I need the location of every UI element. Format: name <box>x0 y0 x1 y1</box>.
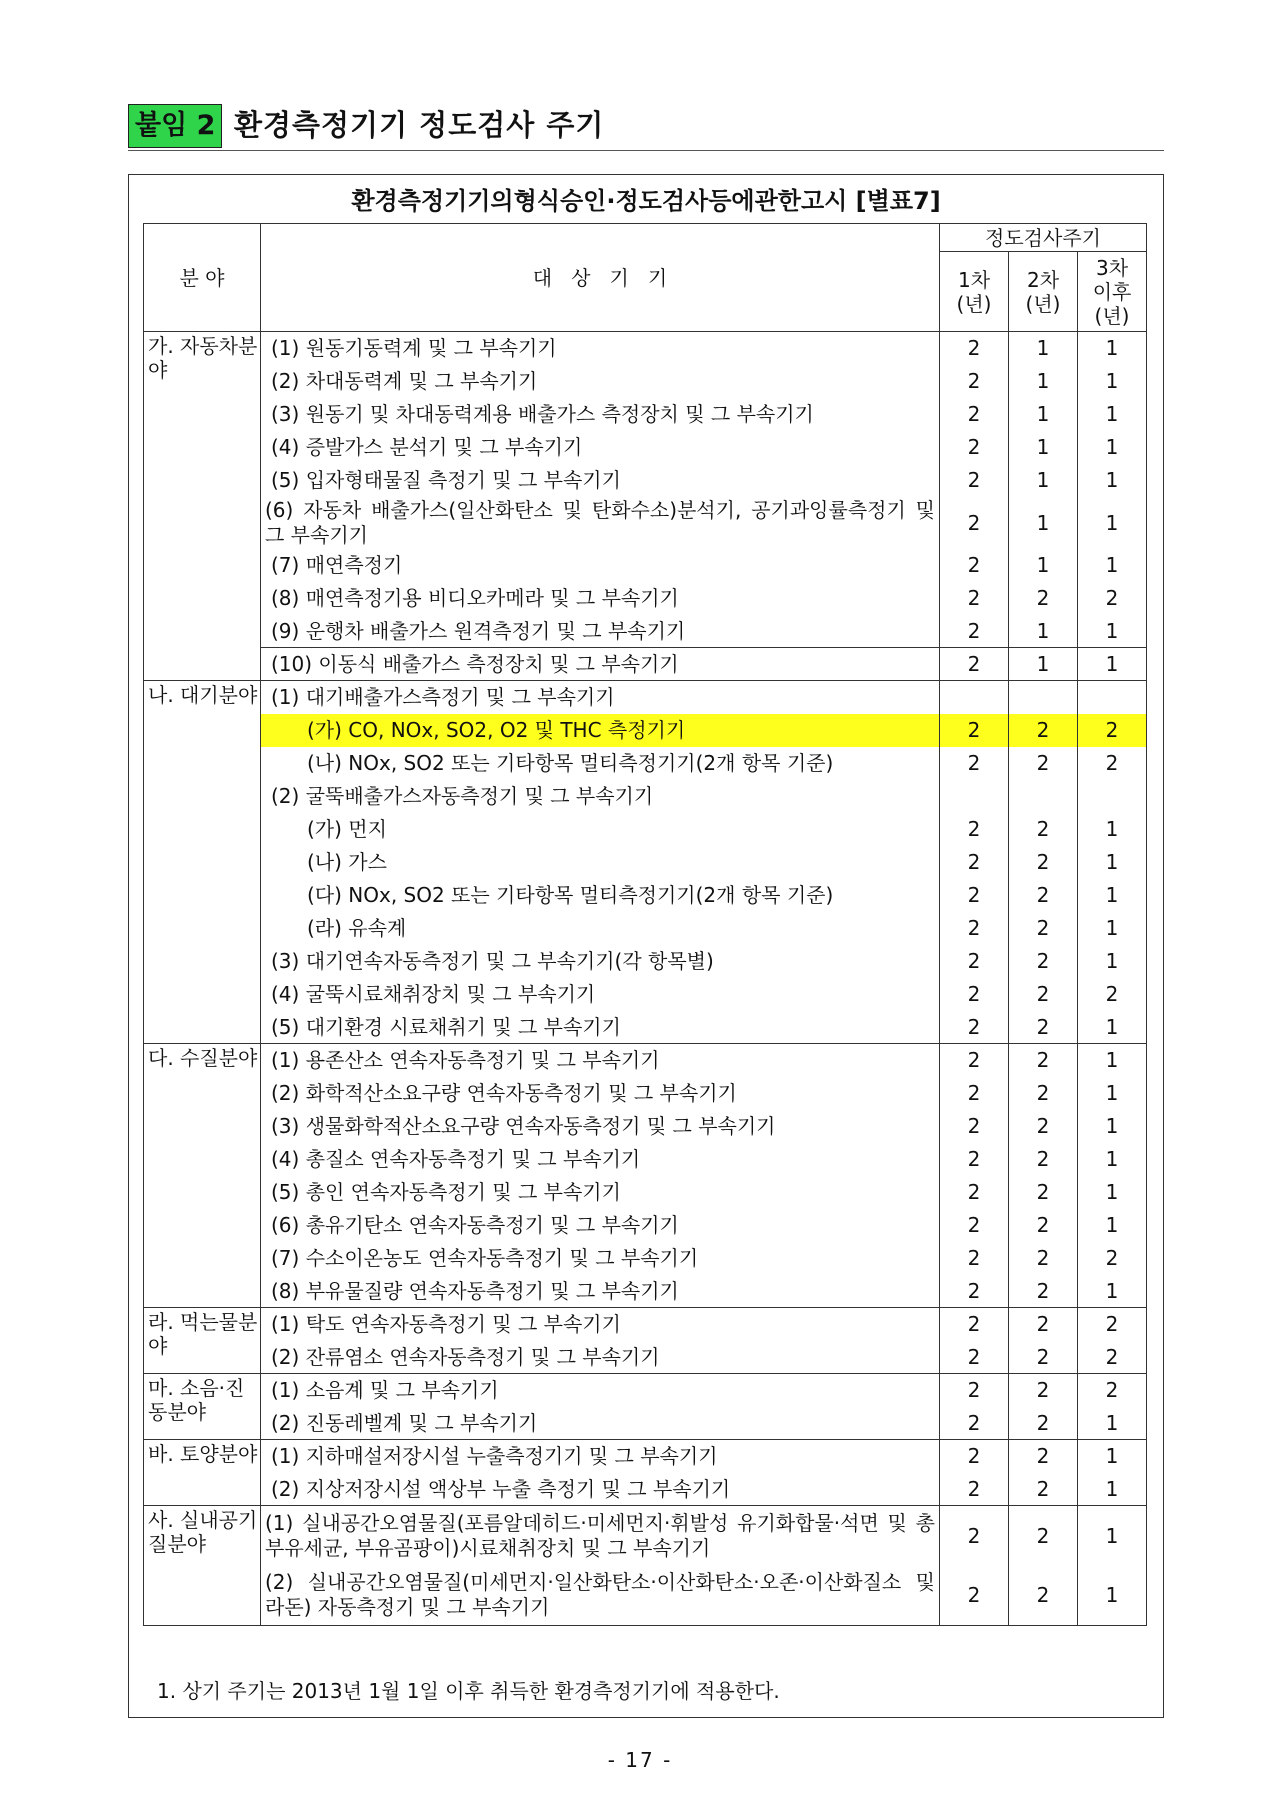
cycle-value-3: 1 <box>1078 1011 1147 1044</box>
cycle-value-2: 2 <box>1009 813 1078 846</box>
header-row-1 <box>144 224 1147 252</box>
footnote: 1. 상기 주기는 2013년 1월 1일 이후 취득한 환경측정기기에 적용한다. <box>157 1679 780 1703</box>
device-item: (가) 먼지 <box>261 813 940 846</box>
cycle-value-2: 2 <box>1009 1440 1078 1473</box>
cycle-value-3: 2 <box>1078 1308 1147 1341</box>
device-item: (5) 총인 연속자동측정기 및 그 부속기기 <box>261 1176 940 1209</box>
cycle-value-3: 2 <box>1078 747 1147 780</box>
cycle-value-1 <box>940 780 1009 813</box>
table-row <box>144 1044 1147 1077</box>
table-row <box>144 1566 1147 1626</box>
cycle-value-1: 2 <box>940 714 1009 747</box>
device-item: (1) 실내공간오염물질(포름알데히드·미세먼지·휘발성 유기화합물·석면 및 총부유세균, 부유곰팡이)시료채취장치 및 그 부속기기 <box>261 1506 940 1566</box>
table-row <box>144 365 1147 398</box>
page-number: - 17 - <box>607 1748 673 1772</box>
cycle-value-1: 2 <box>940 1566 1009 1626</box>
cycle-value-2: 1 <box>1009 497 1078 549</box>
header-field: 분 야 <box>144 224 261 332</box>
cycle-value-1: 2 <box>940 549 1009 582</box>
header-target <box>261 224 940 332</box>
cycle-value-2: 2 <box>1009 1209 1078 1242</box>
cycle-value-1: 2 <box>940 1374 1009 1407</box>
cycle-value-3: 1 <box>1078 1176 1147 1209</box>
cycle-value-2: 2 <box>1009 1077 1078 1110</box>
table-row <box>144 1011 1147 1044</box>
table-row <box>144 332 1147 365</box>
field-cell: 마. 소음·진동분야 <box>144 1374 261 1440</box>
device-item: (나) 가스 <box>261 846 940 879</box>
cycle-value-3: 1 <box>1078 365 1147 398</box>
field-cell: 나. 대기분야 <box>144 681 261 1044</box>
cycle-value-1: 2 <box>940 912 1009 945</box>
cycle-value-3: 1 <box>1078 1566 1147 1626</box>
device-item: (10) 이동식 배출가스 측정장치 및 그 부속기기 <box>261 648 940 681</box>
device-item: (1) 용존산소 연속자동측정기 및 그 부속기기 <box>261 1044 940 1077</box>
cycle-value-3 <box>1078 780 1147 813</box>
device-item: (1) 대기배출가스측정기 및 그 부속기기 <box>261 681 940 714</box>
device-item: (라) 유속계 <box>261 912 940 945</box>
cycle-value-3: 2 <box>1078 978 1147 1011</box>
cycle-value-3: 1 <box>1078 431 1147 464</box>
cycle-value-1: 2 <box>940 846 1009 879</box>
cycle-value-3: 2 <box>1078 1341 1147 1374</box>
table-row <box>144 1440 1147 1473</box>
cycle-value-3: 2 <box>1078 582 1147 615</box>
cycle-value-2: 2 <box>1009 1044 1078 1077</box>
device-item: (5) 대기환경 시료채취기 및 그 부속기기 <box>261 1011 940 1044</box>
header-cycle: 정도검사주기 <box>940 224 1147 252</box>
cycle-value-3: 1 <box>1078 615 1147 648</box>
device-item: (9) 운행차 배출가스 원격측정기 및 그 부속기기 <box>261 615 940 648</box>
cycle-value-3: 1 <box>1078 879 1147 912</box>
table-row <box>144 398 1147 431</box>
cycle-value-1: 2 <box>940 813 1009 846</box>
device-item: (6) 총유기탄소 연속자동측정기 및 그 부속기기 <box>261 1209 940 1242</box>
cycle-value-1: 2 <box>940 332 1009 365</box>
field-cell: 사. 실내공기질분야 <box>144 1506 261 1626</box>
device-item: (2) 굴뚝배출가스자동측정기 및 그 부속기기 <box>261 780 940 813</box>
cycle-value-3: 1 <box>1078 549 1147 582</box>
cycle-value-3: 2 <box>1078 1374 1147 1407</box>
table-row <box>144 431 1147 464</box>
device-item: (나) NOx, SO2 또는 기타항목 멀티측정기기(2개 항목 기준) <box>261 747 940 780</box>
device-item: (2) 진동레벨계 및 그 부속기기 <box>261 1407 940 1440</box>
table-row <box>144 1407 1147 1440</box>
section-heading <box>128 100 1164 151</box>
cycle-value-3: 1 <box>1078 464 1147 497</box>
table-row <box>144 879 1147 912</box>
device-item: (8) 부유물질량 연속자동측정기 및 그 부속기기 <box>261 1275 940 1308</box>
table-row <box>144 648 1147 681</box>
cycle-value-1: 2 <box>940 1407 1009 1440</box>
table-row <box>144 1110 1147 1143</box>
table-row <box>144 1077 1147 1110</box>
device-item: (가) CO, NOx, SO2, O2 및 THC 측정기기 <box>261 714 940 747</box>
cycle-value-2: 2 <box>1009 1011 1078 1044</box>
cycle-value-3: 1 <box>1078 332 1147 365</box>
cycle-value-2: 2 <box>1009 945 1078 978</box>
device-item: (3) 대기연속자동측정기 및 그 부속기기(각 항목별) <box>261 945 940 978</box>
cycle-value-2: 2 <box>1009 1473 1078 1506</box>
table-row <box>144 1209 1147 1242</box>
cycle-value-2: 1 <box>1009 648 1078 681</box>
cycle-value-1: 2 <box>940 1110 1009 1143</box>
cycle-value-3: 1 <box>1078 846 1147 879</box>
attachment-tag: 붙임 2 <box>128 104 222 148</box>
table-row <box>144 549 1147 582</box>
cycle-value-2: 2 <box>1009 1110 1078 1143</box>
cycle-value-2 <box>1009 780 1078 813</box>
cycle-value-2: 2 <box>1009 1341 1078 1374</box>
cycle-value-1: 2 <box>940 582 1009 615</box>
cycle-value-3: 1 <box>1078 1044 1147 1077</box>
table-row <box>144 1506 1147 1566</box>
field-cell: 다. 수질분야 <box>144 1044 261 1308</box>
table-row <box>144 747 1147 780</box>
cycle-value-1: 2 <box>940 1011 1009 1044</box>
cycle-value-3: 1 <box>1078 945 1147 978</box>
cycle-value-2 <box>1009 681 1078 714</box>
cycle-value-2: 1 <box>1009 464 1078 497</box>
cycle-value-1: 2 <box>940 1308 1009 1341</box>
table-row <box>144 912 1147 945</box>
cycle-value-2: 2 <box>1009 1176 1078 1209</box>
cycle-value-1: 2 <box>940 615 1009 648</box>
table-row <box>144 464 1147 497</box>
cycle-value-2: 2 <box>1009 978 1078 1011</box>
device-item: (2) 실내공간오염물질(미세먼지·일산화탄소·이산화탄소·오존·이산화질소 및 라돈) 자동측정기 및 그 부속기기 <box>261 1566 940 1626</box>
device-item: (2) 잔류염소 연속자동측정기 및 그 부속기기 <box>261 1341 940 1374</box>
table-row <box>144 1341 1147 1374</box>
table-title: 환경측정기기의형식승인·정도검사등에관한고시 [별표7] <box>351 187 941 215</box>
cycle-value-3 <box>1078 681 1147 714</box>
table-row <box>144 1143 1147 1176</box>
device-item: (1) 소음계 및 그 부속기기 <box>261 1374 940 1407</box>
cycle-value-1: 2 <box>940 464 1009 497</box>
cycle-value-1: 2 <box>940 1473 1009 1506</box>
cycle-value-1: 2 <box>940 1242 1009 1275</box>
cycle-value-1: 2 <box>940 1044 1009 1077</box>
device-item: (4) 증발가스 분석기 및 그 부속기기 <box>261 431 940 464</box>
table-row <box>144 681 1147 714</box>
header-year2 <box>1009 252 1078 332</box>
table-row <box>144 780 1147 813</box>
cycle-value-1: 2 <box>940 398 1009 431</box>
cycle-value-1: 2 <box>940 1440 1009 1473</box>
cycle-value-2: 2 <box>1009 1308 1078 1341</box>
cycle-value-3: 1 <box>1078 1209 1147 1242</box>
cycle-value-3: 1 <box>1078 1077 1147 1110</box>
table-row <box>144 1473 1147 1506</box>
field-cell: 바. 토양분야 <box>144 1440 261 1506</box>
cycle-value-2: 2 <box>1009 912 1078 945</box>
cycle-value-1: 2 <box>940 1506 1009 1566</box>
cycle-value-2: 2 <box>1009 879 1078 912</box>
cycle-value-2: 1 <box>1009 365 1078 398</box>
field-cell: 가. 자동차분야 <box>144 332 261 681</box>
device-item: (1) 지하매설저장시설 누출측정기기 및 그 부속기기 <box>261 1440 940 1473</box>
device-item: (4) 굴뚝시료채취장치 및 그 부속기기 <box>261 978 940 1011</box>
device-item: (4) 총질소 연속자동측정기 및 그 부속기기 <box>261 1143 940 1176</box>
table-row <box>144 1176 1147 1209</box>
table-row <box>144 497 1147 549</box>
cycle-value-2: 1 <box>1009 398 1078 431</box>
device-item: (2) 화학적산소요구량 연속자동측정기 및 그 부속기기 <box>261 1077 940 1110</box>
cycle-value-3: 1 <box>1078 648 1147 681</box>
table-row <box>144 1374 1147 1407</box>
device-item: (8) 매연측정기용 비디오카메라 및 그 부속기기 <box>261 582 940 615</box>
cycle-value-1: 2 <box>940 431 1009 464</box>
cycle-value-1: 2 <box>940 1209 1009 1242</box>
device-item: (1) 탁도 연속자동측정기 및 그 부속기기 <box>261 1308 940 1341</box>
cycle-value-3: 1 <box>1078 1473 1147 1506</box>
header-year1 <box>940 252 1009 332</box>
table-row <box>144 813 1147 846</box>
cycle-value-1: 2 <box>940 747 1009 780</box>
header-year3 <box>1078 252 1147 332</box>
cycle-value-3: 1 <box>1078 1440 1147 1473</box>
cycle-value-3: 1 <box>1078 1110 1147 1143</box>
cycle-value-1: 2 <box>940 945 1009 978</box>
cycle-value-1: 2 <box>940 1341 1009 1374</box>
device-item: (3) 생물화학적산소요구량 연속자동측정기 및 그 부속기기 <box>261 1110 940 1143</box>
cycle-value-2: 2 <box>1009 714 1078 747</box>
cycle-value-2: 1 <box>1009 332 1078 365</box>
cycle-value-2: 2 <box>1009 747 1078 780</box>
table-row <box>144 1275 1147 1308</box>
device-item: (다) NOx, SO2 또는 기타항목 멀티측정기기(2개 항목 기준) <box>261 879 940 912</box>
cycle-value-3: 1 <box>1078 398 1147 431</box>
table-frame <box>128 174 1164 1718</box>
cycle-value-2: 2 <box>1009 1566 1078 1626</box>
cycle-value-3: 1 <box>1078 497 1147 549</box>
cycle-value-2: 2 <box>1009 1242 1078 1275</box>
cycle-value-3: 1 <box>1078 912 1147 945</box>
cycle-value-1: 2 <box>940 1275 1009 1308</box>
device-item: (7) 매연측정기 <box>261 549 940 582</box>
cycle-value-2: 2 <box>1009 1374 1078 1407</box>
cycle-value-1 <box>940 681 1009 714</box>
table-row <box>144 1242 1147 1275</box>
table-row <box>144 615 1147 648</box>
field-cell: 라. 먹는물분야 <box>144 1308 261 1374</box>
header-year2-label: 2차 (년) <box>1025 267 1061 316</box>
cycle-value-3: 1 <box>1078 1275 1147 1308</box>
cycle-value-3: 2 <box>1078 1242 1147 1275</box>
cycle-value-1: 2 <box>940 1077 1009 1110</box>
cycle-value-2: 2 <box>1009 1506 1078 1566</box>
cycle-value-1: 2 <box>940 497 1009 549</box>
cycle-value-1: 2 <box>940 879 1009 912</box>
device-item: (1) 원동기동력계 및 그 부속기기 <box>261 332 940 365</box>
header-year1-label: 1차 (년) <box>956 267 992 316</box>
table-row <box>144 945 1147 978</box>
table-row <box>144 1308 1147 1341</box>
device-item: (2) 차대동력계 및 그 부속기기 <box>261 365 940 398</box>
header-target-label: 대 상 기 기 <box>532 265 668 290</box>
device-item: (3) 원동기 및 차대동력계용 배출가스 측정장치 및 그 부속기기 <box>261 398 940 431</box>
cycle-value-1: 2 <box>940 1176 1009 1209</box>
cycle-value-3: 1 <box>1078 1506 1147 1566</box>
device-item: (2) 지상저장시설 액상부 누출 측정기 및 그 부속기기 <box>261 1473 940 1506</box>
table-row <box>144 978 1147 1011</box>
cycle-value-3: 2 <box>1078 714 1147 747</box>
cycle-value-3: 1 <box>1078 1143 1147 1176</box>
cycle-value-2: 1 <box>1009 615 1078 648</box>
cycle-value-2: 2 <box>1009 846 1078 879</box>
cycle-value-2: 2 <box>1009 1143 1078 1176</box>
cycle-value-2: 1 <box>1009 549 1078 582</box>
cycle-value-1: 2 <box>940 648 1009 681</box>
cycle-value-2: 2 <box>1009 582 1078 615</box>
header-year3-label: 3차 이후 (년) <box>1092 255 1132 328</box>
inspection-cycle-table <box>143 223 1147 1626</box>
cycle-value-1: 2 <box>940 1143 1009 1176</box>
cycle-value-3: 1 <box>1078 813 1147 846</box>
table-row <box>144 846 1147 879</box>
table-row <box>144 582 1147 615</box>
section-title: 환경측정기기 정도검사 주기 <box>234 108 605 142</box>
device-item: (6) 자동차 배출가스(일산화탄소 및 탄화수소)분석기, 공기과잉률측정기 및 그 부속기기 <box>261 497 940 549</box>
table-row <box>144 714 1147 747</box>
cycle-value-2: 2 <box>1009 1407 1078 1440</box>
cycle-value-1: 2 <box>940 978 1009 1011</box>
cycle-value-2: 2 <box>1009 1275 1078 1308</box>
cycle-value-3: 1 <box>1078 1407 1147 1440</box>
device-item: (7) 수소이온농도 연속자동측정기 및 그 부속기기 <box>261 1242 940 1275</box>
cycle-value-2: 1 <box>1009 431 1078 464</box>
cycle-value-1: 2 <box>940 365 1009 398</box>
device-item: (5) 입자형태물질 측정기 및 그 부속기기 <box>261 464 940 497</box>
